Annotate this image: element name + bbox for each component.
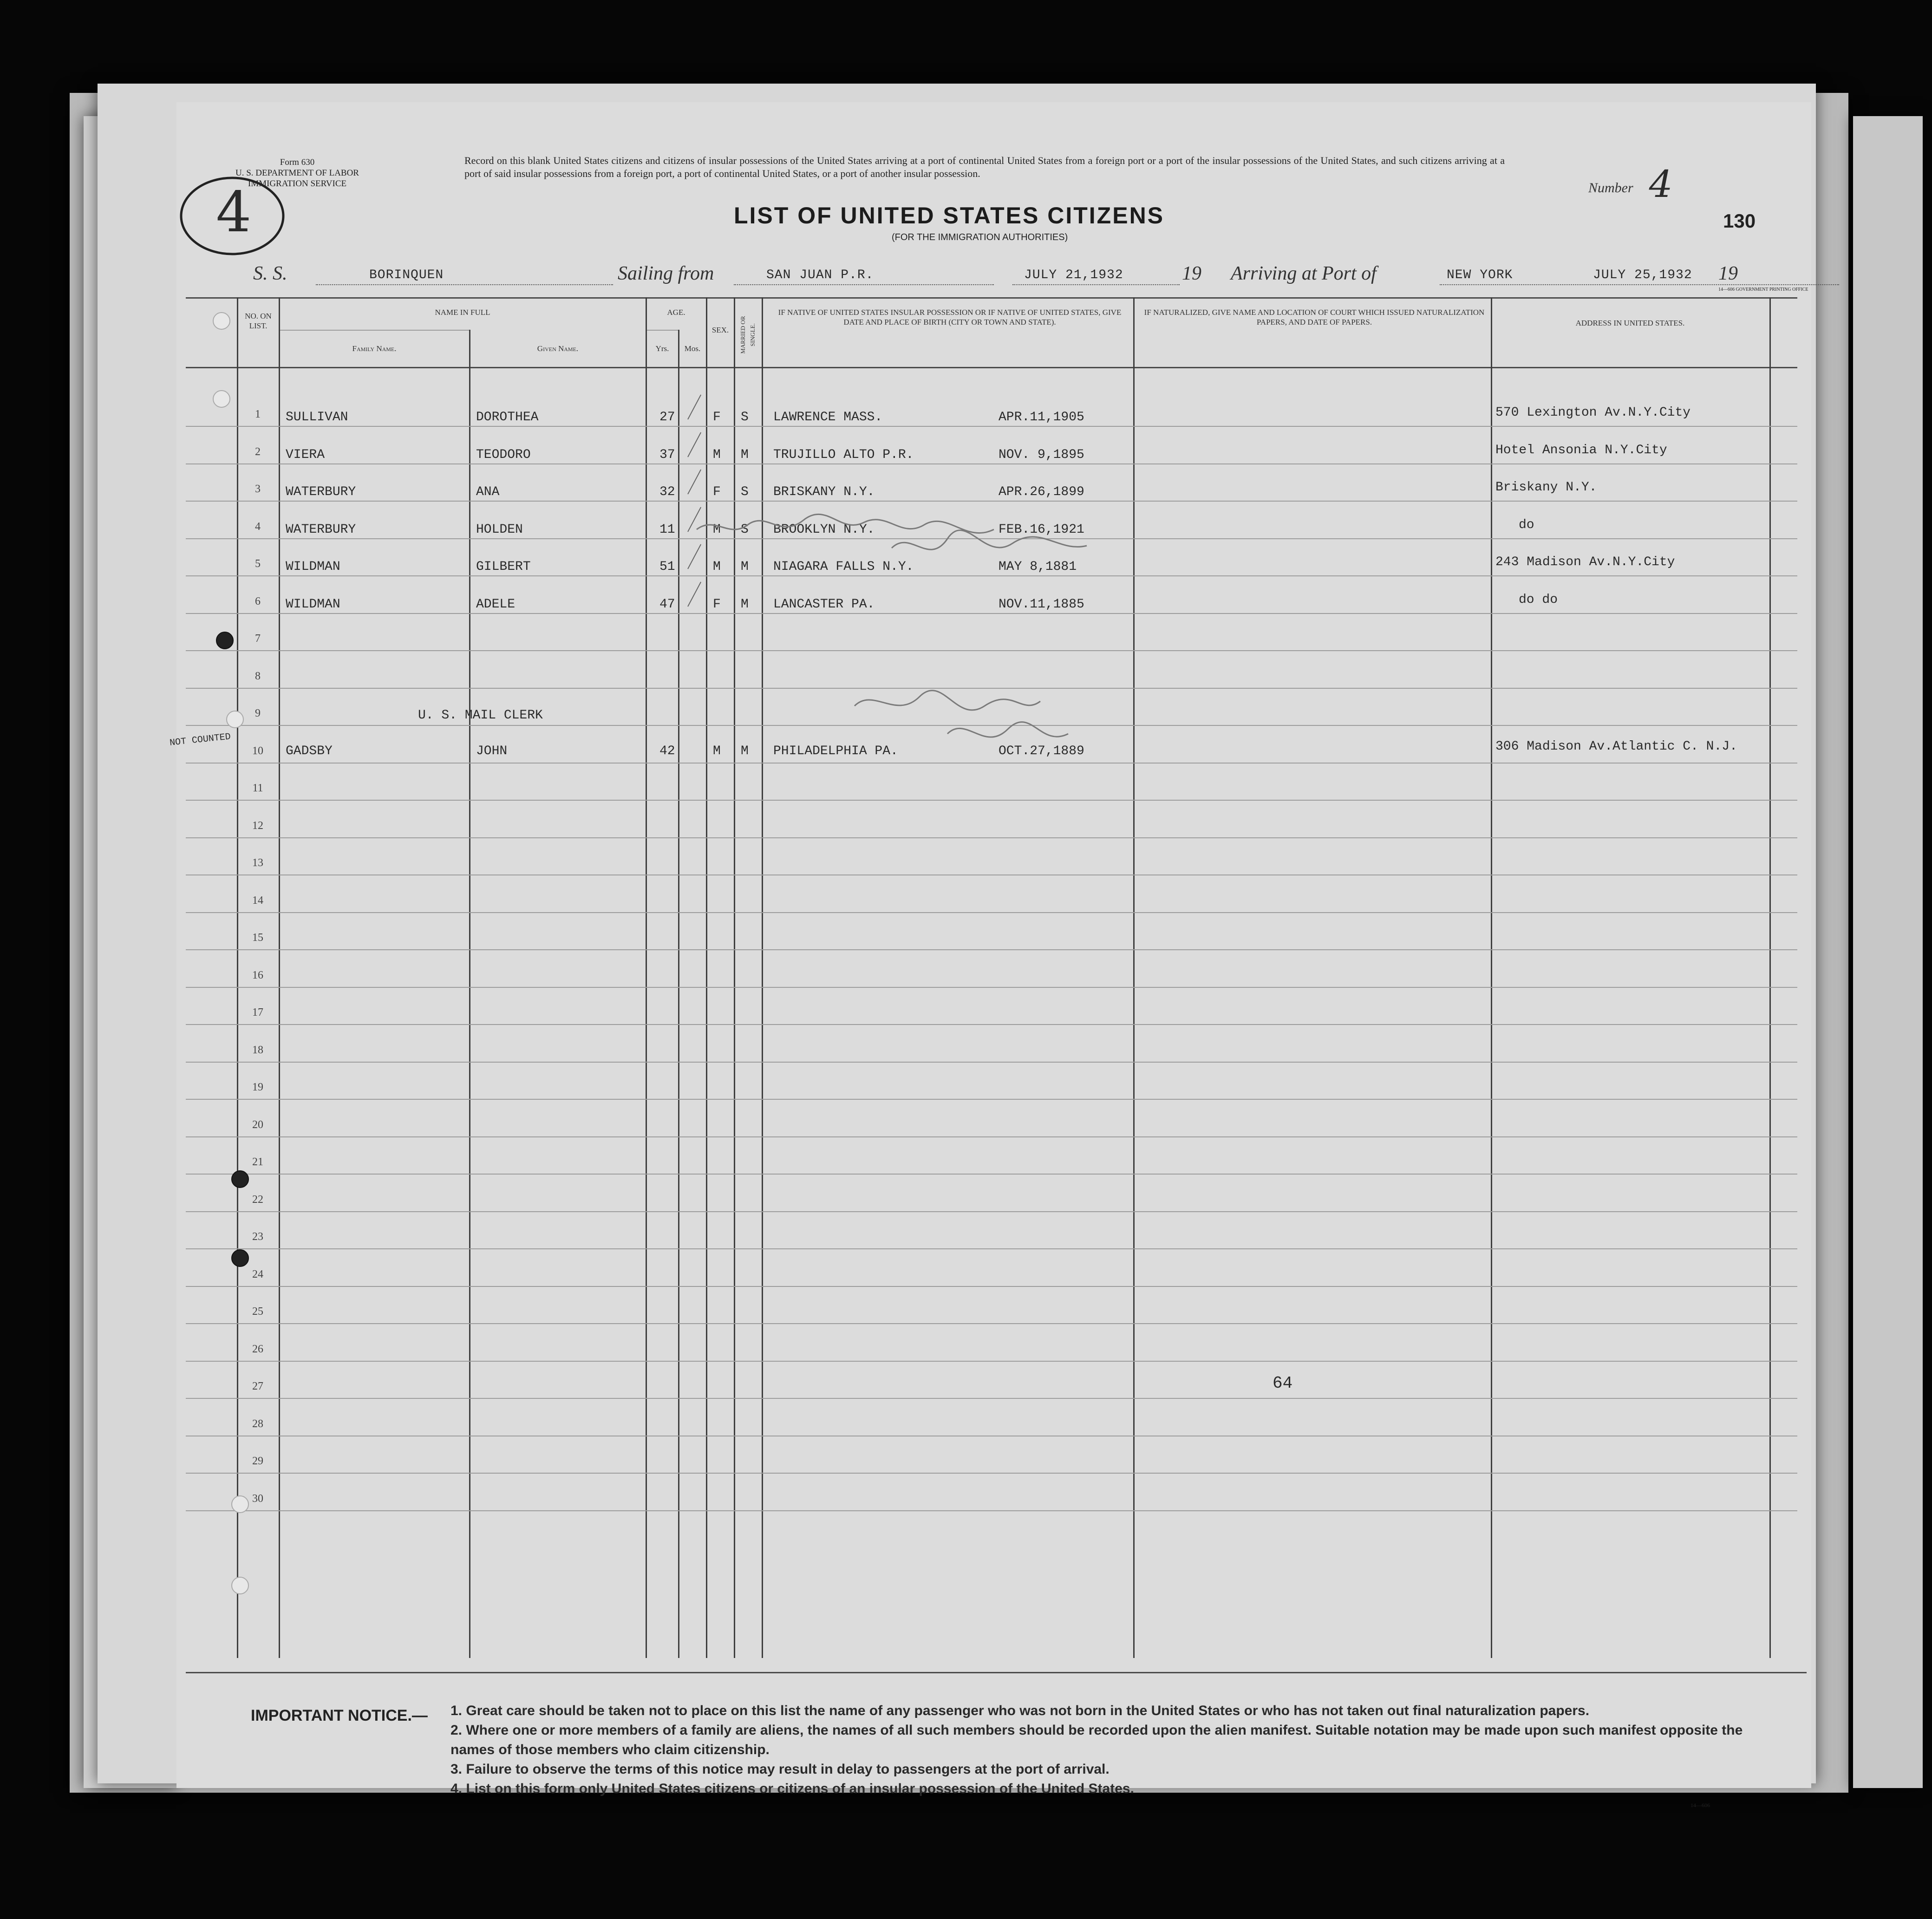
punch-hole <box>231 1170 249 1188</box>
col-mos-header: Mos. <box>684 344 701 353</box>
year-label-2: 19 <box>1718 263 1738 284</box>
passenger-given-name: ADELE <box>476 597 516 612</box>
row-number: 12 <box>252 819 263 832</box>
row-number: 6 <box>255 595 261 607</box>
notice-item-3: 3. Failure to observe the terms of this notice may result in delay to passengers at the port of arrival. <box>450 1762 1110 1777</box>
row-number: 18 <box>252 1044 263 1056</box>
checkmark-icon <box>687 395 701 420</box>
passenger-sex: F <box>713 410 721 424</box>
passenger-sex: F <box>713 597 721 612</box>
clerk-address: 306 Madison Av.Atlantic C. N.J. <box>1495 739 1737 754</box>
col-name-in-full-header: NAME IN FULL <box>435 308 490 317</box>
passenger-family-name: WILDMAN <box>286 560 340 574</box>
punch-hole <box>231 1495 249 1513</box>
passenger-table <box>169 297 1811 1681</box>
row-number: 22 <box>252 1193 263 1206</box>
notice-form-code: 14—606 <box>1690 1802 1710 1808</box>
passenger-address: Hotel Ansonia N.Y.City <box>1495 443 1667 457</box>
row-rule <box>186 800 1797 801</box>
passenger-marital-status: M <box>741 560 749 574</box>
punch-hole <box>226 711 244 728</box>
passenger-address: 570 Lexington Av.N.Y.City <box>1495 405 1691 420</box>
row-rule <box>186 463 1797 464</box>
passenger-birthdate: MAY 8,1881 <box>999 560 1077 574</box>
row-number: 20 <box>252 1118 263 1131</box>
circled-number <box>176 172 288 260</box>
passenger-given-name: DOROTHEA <box>476 410 539 424</box>
col-yrs-header: Yrs. <box>655 344 669 353</box>
clerk-family-name: GADSBY <box>286 744 333 758</box>
notice-item-2: 2. Where one or more members of a family are aliens, the names of all such members should be recorded upon the alien manifest. Suitable notation may be made upon such manifest opposite the names of those members who claim citizenship. <box>450 1723 1743 1757</box>
passenger-age: 47 <box>659 597 675 612</box>
printer-mark: 14—606 GOVERNMENT PRINTING OFFICE <box>1718 287 1808 292</box>
row-number: 11 <box>252 782 263 794</box>
row-rule <box>186 501 1797 502</box>
col-address-header: ADDRESS IN UNITED STATES. <box>1575 319 1685 327</box>
ship-name: BORINQUEN <box>369 268 444 282</box>
row-rule <box>186 1323 1797 1324</box>
passenger-birthdate: FEB.16,1921 <box>999 522 1084 537</box>
row-number: 28 <box>252 1417 263 1430</box>
clerk-age: 42 <box>659 744 675 758</box>
row-number: 10 <box>252 744 263 757</box>
ss-label: S. S. <box>253 263 287 284</box>
checkmark-icon <box>687 470 701 495</box>
passenger-marital-status: S <box>741 485 749 499</box>
col-family-name-header: Family Name. <box>352 344 397 353</box>
col-no-header: NO. ON LIST. <box>245 312 272 330</box>
clerk-birthplace: PHILADELPHIA PA. <box>773 744 898 758</box>
department-name: U. S. DEPARTMENT OF LABOR <box>235 168 359 178</box>
clerk-sex: M <box>713 744 721 758</box>
sailing-port: SAN JUAN P.R. <box>766 268 874 282</box>
row-number: 16 <box>252 969 263 981</box>
record-instructions: Record on this blank United States citizens and citizens of insular possessions of the United States arriving at a port of continental United States from a foreign port or a port of the insular possessions of the United States, and such citizens arriving at a port of said insular possessions from a foreign port, a port of continental United States, or a port of another insular possession. <box>464 155 1505 179</box>
row-rule <box>186 1174 1797 1175</box>
row-rule <box>186 426 1797 427</box>
col-married-header: MARRIED OR SINGLE. <box>739 316 756 354</box>
manifest-page <box>169 102 1811 1808</box>
punch-hole <box>216 632 234 649</box>
row-rule <box>186 1024 1797 1025</box>
passenger-birthplace: LAWRENCE MASS. <box>773 410 883 424</box>
number-label: Number <box>1588 180 1633 196</box>
row-number: 23 <box>252 1231 263 1243</box>
sailing-date: JULY 21,1932 <box>1024 268 1123 282</box>
passenger-address: do do <box>1519 592 1558 607</box>
passenger-given-name: HOLDEN <box>476 522 523 537</box>
row-rule <box>186 1099 1797 1100</box>
row-number: 9 <box>255 707 261 719</box>
passenger-address: do <box>1519 517 1534 532</box>
row-rule <box>186 949 1797 950</box>
handwritten-signatures-icon <box>687 511 1133 790</box>
page-title: LIST OF UNITED STATES CITIZENS <box>734 202 1165 228</box>
clerk-given-name: JOHN <box>476 744 508 758</box>
row-rule <box>186 1062 1797 1063</box>
passenger-age: 32 <box>659 485 675 499</box>
row-number: 25 <box>252 1305 263 1318</box>
row-rule <box>186 987 1797 988</box>
passenger-marital-status: M <box>741 447 749 462</box>
col-age-header: AGE. <box>667 308 685 317</box>
row-number: 8 <box>255 670 261 682</box>
passenger-sex: M <box>713 522 721 537</box>
passenger-given-name: GILBERT <box>476 560 531 574</box>
notice-item-4: 4. List on this form only United States citizens or citizens of an insular possession of the United States. <box>450 1781 1134 1796</box>
passenger-sex: M <box>713 447 721 462</box>
row-number: 7 <box>255 633 261 645</box>
row-number: 13 <box>252 857 263 869</box>
passenger-family-name: WATERBURY <box>286 485 356 499</box>
row-number: 27 <box>252 1380 263 1392</box>
row-number: 14 <box>252 894 263 907</box>
clerk-birthdate: OCT.27,1889 <box>999 744 1084 758</box>
row-rule <box>186 1136 1797 1137</box>
row-number: 1 <box>255 408 261 420</box>
passenger-family-name: VIERA <box>286 447 325 462</box>
passenger-sex: M <box>713 560 721 574</box>
punch-hole <box>231 1577 249 1594</box>
row-rule <box>186 1510 1797 1511</box>
arriving-label: Arriving at Port of <box>1231 263 1377 284</box>
form-number: Form 630 <box>280 157 315 167</box>
passenger-birthdate: NOV.11,1885 <box>999 597 1084 612</box>
passenger-age: 27 <box>659 410 675 424</box>
passenger-sex: F <box>713 485 721 499</box>
circled-number-value: 4 <box>216 180 252 245</box>
punch-hole <box>231 1249 249 1267</box>
number-field <box>1588 158 1728 206</box>
passenger-family-name: WILDMAN <box>286 597 340 612</box>
page-subtitle: (FOR THE IMMIGRATION AUTHORITIES) <box>892 232 1068 242</box>
col-birth-header: IF NATIVE OF UNITED STATES INSULAR POSSESSION OR IF NATIVE OF UNITED STATES, GIVE DATE AND PLACE OF BIRTH (CITY OR TOWN AND STATE). <box>778 308 1122 326</box>
row-rule <box>186 1286 1797 1287</box>
row-rule <box>186 1211 1797 1212</box>
col-sex-header: SEX. <box>711 326 729 334</box>
row-rule <box>186 1473 1797 1474</box>
row-rule <box>186 1398 1797 1399</box>
passenger-birthplace: BROOKLYN N.Y. <box>773 522 875 537</box>
passenger-birthplace: TRUJILLO ALTO P.R. <box>773 447 914 462</box>
passenger-age: 37 <box>659 447 675 462</box>
passenger-marital-status: S <box>741 522 749 537</box>
page-number: 130 <box>1723 210 1756 232</box>
bottom-stamp: 64 <box>1273 1374 1293 1393</box>
row-number: 4 <box>255 520 261 533</box>
passenger-family-name: WATERBURY <box>286 522 356 537</box>
passenger-birthplace: LANCASTER PA. <box>773 597 875 612</box>
row-number: 29 <box>252 1455 263 1467</box>
passenger-birthdate: APR.26,1899 <box>999 485 1084 499</box>
year-label-1: 19 <box>1182 263 1201 284</box>
number-value: 4 <box>1649 163 1673 206</box>
row-number: 5 <box>255 558 261 570</box>
passenger-birthdate: NOV. 9,1895 <box>999 447 1084 462</box>
punch-hole <box>213 390 230 408</box>
row-rule <box>186 1248 1797 1249</box>
row-rule <box>186 837 1797 838</box>
arriving-port: NEW YORK <box>1447 268 1513 282</box>
row-rule <box>186 912 1797 913</box>
row-rule <box>186 1361 1797 1362</box>
checkmark-icon <box>687 432 701 457</box>
passenger-birthdate: APR.11,1905 <box>999 410 1084 424</box>
row-number: 24 <box>252 1268 263 1280</box>
clerk-marital-status: M <box>741 744 749 758</box>
sailing-label: Sailing from <box>618 263 714 284</box>
back-sheet-right <box>1853 116 1923 1788</box>
passenger-marital-status: S <box>741 410 749 424</box>
passenger-address: Briskany N.Y. <box>1495 480 1597 495</box>
row-number: 17 <box>252 1006 263 1018</box>
passenger-birthplace: BRISKANY N.Y. <box>773 485 875 499</box>
service-name: IMMIGRATION SERVICE <box>248 179 347 189</box>
row-number: 21 <box>252 1156 263 1168</box>
passenger-family-name: SULLIVAN <box>286 410 348 424</box>
passenger-given-name: ANA <box>476 485 500 499</box>
arriving-date: JULY 25,1932 <box>1593 268 1692 282</box>
passenger-age: 51 <box>659 560 675 574</box>
col-naturalized-header: IF NATURALIZED, GIVE NAME AND LOCATION OF COURT WHICH ISSUED NATURALIZATION PAPERS, AND DATE OF PAPERS. <box>1144 308 1485 326</box>
passenger-given-name: TEODORO <box>476 447 531 462</box>
passenger-address: 243 Madison Av.N.Y.City <box>1495 555 1675 569</box>
row-number: 3 <box>255 483 261 495</box>
passenger-birthplace: NIAGARA FALLS N.Y. <box>773 560 914 574</box>
row-number: 30 <box>252 1492 263 1505</box>
mail-clerk-heading: U. S. MAIL CLERK <box>418 708 543 723</box>
row-number: 15 <box>252 932 263 944</box>
row-number: 2 <box>255 445 261 458</box>
passenger-age: 11 <box>659 522 675 537</box>
row-number: 19 <box>252 1081 263 1093</box>
punch-hole <box>213 312 230 330</box>
col-given-name-header: Given Name. <box>537 344 579 353</box>
row-number: 26 <box>252 1343 263 1355</box>
notice-items <box>450 1701 1788 1799</box>
margin-note: NOT COUNTED <box>169 731 231 749</box>
passenger-marital-status: M <box>741 597 749 612</box>
notice-item-1: 1. Great care should be taken not to place on this list the name of any passenger who was not born in the United States or who has not taken out final naturalization papers. <box>450 1703 1590 1718</box>
notice-label: IMPORTANT NOTICE.— <box>251 1707 428 1724</box>
